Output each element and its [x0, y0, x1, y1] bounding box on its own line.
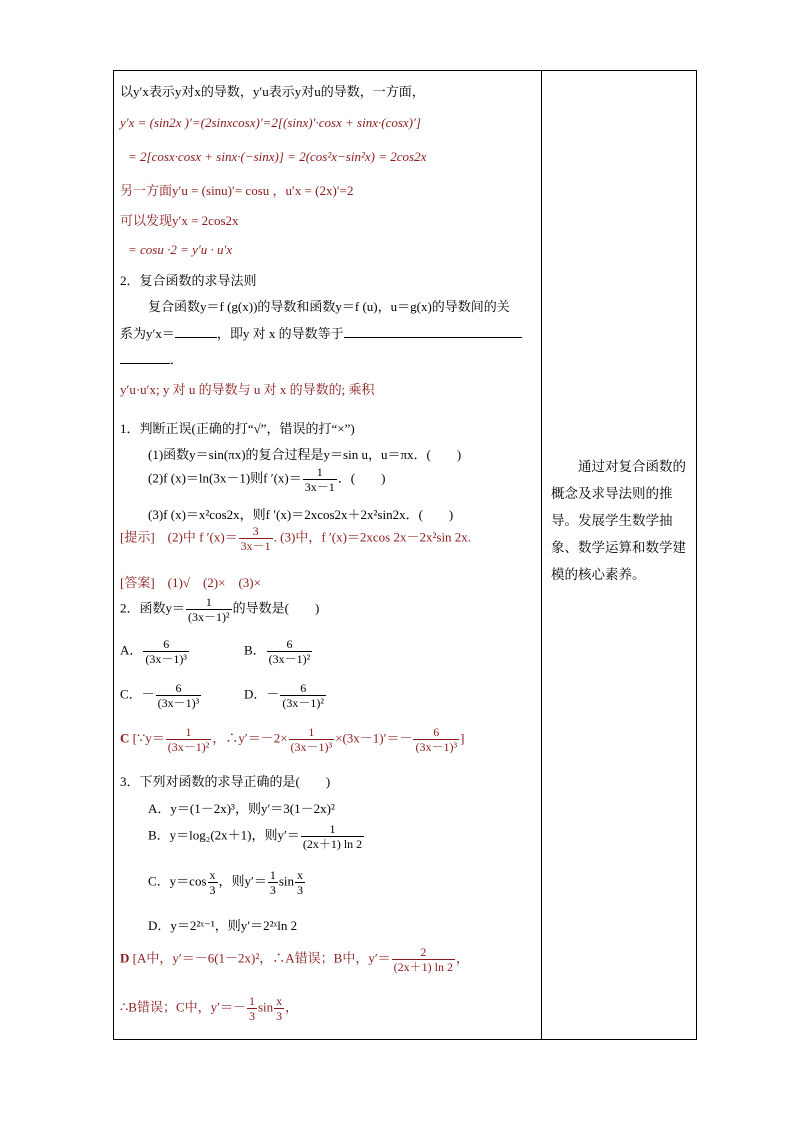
fraction [413, 725, 459, 754]
text: sin [257, 999, 274, 1015]
question-heading: 1．判断正误(正确的打“√”，错误的打“×”) [120, 421, 355, 436]
fraction [295, 868, 305, 897]
text-line [120, 349, 183, 368]
lesson-table [113, 70, 697, 1040]
numerator: 1 [205, 595, 212, 609]
denominator: (3x－1)² [167, 740, 210, 754]
numerator: 2 [420, 945, 427, 959]
answer-line [120, 994, 298, 1023]
formula-line: y′x = (sin2x )′=(2sinxcosx)′=2[(sinx)′·cosx + sinx·(cosx)′] [120, 115, 421, 130]
text: C．y＝cos [148, 873, 207, 889]
fraction [303, 465, 337, 494]
numerator: 1 [316, 465, 323, 479]
text: ， [285, 999, 299, 1015]
option-b [148, 822, 365, 851]
numerator: 1 [248, 994, 255, 1008]
numerator: 1 [185, 725, 192, 739]
option-label: B． [244, 642, 266, 658]
text: . (3)中，f ′(x)＝2xcos 2x－2x²sin 2x. [273, 529, 472, 545]
fraction [156, 681, 202, 710]
text: [A中，y′＝－6(1－2x)²，∴A错误；B中，y′＝ [132, 950, 391, 966]
formula-line: 可以发现y′x = 2cos2x [120, 213, 239, 228]
numerator: 1 [329, 822, 336, 836]
hint-line [120, 524, 471, 553]
fraction [289, 725, 335, 754]
option-d: D．y＝2²ˣ⁻¹，则y′＝2²ˣln 2 [148, 918, 298, 933]
section-heading: 2．复合函数的求导法则 [120, 273, 257, 288]
denominator: 3x－1 [304, 480, 335, 494]
text: [∵y＝ [132, 730, 165, 746]
fraction [274, 994, 284, 1023]
denominator: (3x－1)³ [415, 740, 458, 754]
denominator: (3x－1)² [282, 696, 324, 710]
text: ，则y′＝ [218, 873, 267, 889]
denominator: (2x＋1) ln 2 [302, 837, 363, 851]
option-c [148, 868, 306, 897]
option-c [120, 681, 202, 710]
question-item: (3)f (x)＝x²cos2x，则f ′(x)＝2xcos2x＋2x²sin2x．( ) [148, 507, 454, 522]
text: 系为y′x＝ [120, 326, 175, 341]
answer-line [120, 945, 469, 974]
fraction [143, 637, 189, 666]
question-item [120, 595, 319, 624]
denominator: (2x＋1) ln 2 [393, 960, 453, 974]
denominator: (3x－1)³ [145, 652, 187, 666]
answer-line: y′u·u′x; y 对 u 的导数与 u 对 x 的导数的; 乘积 [120, 382, 375, 397]
design-intent-column [551, 453, 693, 588]
numerator: 6 [433, 725, 440, 739]
fraction [301, 822, 364, 851]
numerator: 6 [286, 637, 293, 651]
text: (2)f (x)＝ln(3x－1)则f ′(x)＝ [148, 470, 302, 486]
question-item [148, 465, 385, 494]
question-item: 3．下列对函数的求导正确的是( ) [120, 774, 331, 789]
fraction [267, 637, 313, 666]
denominator: (3x－1)² [188, 610, 230, 624]
fill-blank [120, 351, 170, 364]
text: ， [456, 950, 470, 966]
denominator: (3x－1)³ [157, 696, 200, 710]
numerator: x [209, 868, 216, 882]
denominator: 3 [209, 883, 216, 897]
option-a: A．y＝(1－2x)³，则y′＝3(1－2x)² [148, 801, 335, 816]
answer-line: [答案] (1)√ (2)× (3)× [120, 575, 261, 590]
question-item: (1)函数y＝sin(πx)的复合过程是y＝sin u，u＝πx．( ) [148, 447, 462, 462]
denominator: (3x－1)² [268, 652, 311, 666]
design-intent-text: 通过对复合函数的概念及求导法则的推导。发展学生数学抽象、数学运算和数学建模的核心素养。 [551, 459, 686, 582]
fraction [166, 725, 212, 754]
denominator: (3x－1)³ [290, 740, 333, 754]
numerator: 1 [308, 725, 315, 739]
option-a [120, 637, 190, 666]
denominator: 3x－1 [240, 539, 271, 553]
denominator: 3 [276, 1009, 283, 1023]
denominator: 3 [269, 883, 276, 897]
fraction [247, 994, 257, 1023]
text: sin [278, 873, 295, 889]
option-b [244, 637, 313, 666]
text: ∴B错误；C中，y′＝－ [120, 999, 246, 1015]
formula-line: = 2[cosx·cosx + sinx·(−sinx)] = 2(cos²x−sin²x) = 2cos2x [128, 149, 427, 164]
fraction [268, 868, 278, 897]
text: 的导数是( ) [232, 600, 320, 616]
fraction [208, 868, 218, 897]
fill-blank [344, 325, 522, 338]
numerator: 1 [269, 868, 276, 882]
text: ] [460, 730, 465, 746]
numerator: 6 [163, 637, 170, 651]
numerator: 3 [252, 524, 259, 538]
column-divider [541, 71, 542, 1039]
text-line: 复合函数y＝f (g(x))的导数和函数y＝f (u)，u＝g(x)的导数间的关 [148, 299, 510, 314]
text: ．( ) [337, 470, 386, 486]
answer-letter: C [120, 730, 130, 746]
text: 2．函数y＝ [120, 600, 186, 616]
numerator: x [297, 868, 304, 882]
fraction [186, 595, 232, 624]
text: ． [170, 352, 184, 367]
text-line [120, 323, 522, 342]
fraction [280, 681, 326, 710]
formula-line: = cosu ·2 = y′u · u′x [128, 242, 233, 257]
denominator: 3 [297, 883, 304, 897]
denominator: 3 [248, 1009, 255, 1023]
text: [提示] (2)中 f ′(x)＝ [120, 529, 238, 545]
numerator: x [276, 994, 283, 1008]
text-line: 以y′x表示y对x的导数，y′u表示y对u的导数，一方面， [120, 84, 425, 99]
option-label: D．－ [244, 686, 280, 702]
text: B．y＝log₂(2x＋1)，则y′＝ [148, 827, 300, 843]
text: ，∴y′＝－2× [212, 730, 288, 746]
fill-blank [175, 325, 217, 338]
answer-letter: D [120, 950, 130, 966]
fraction [239, 524, 273, 553]
text: ×(3x－1)′＝－ [335, 730, 413, 746]
option-d [244, 681, 327, 710]
numerator: 6 [175, 681, 182, 695]
formula-line: 另一方面y′u = (sinu)′= cosu ，u′x = (2x)′=2 [120, 183, 354, 198]
option-label: C．－ [120, 686, 155, 702]
text: ，即y 对 x 的导数等于 [216, 326, 344, 341]
numerator: 6 [300, 681, 307, 695]
fraction [392, 945, 455, 974]
answer-line [120, 725, 464, 754]
option-label: A． [120, 642, 143, 658]
